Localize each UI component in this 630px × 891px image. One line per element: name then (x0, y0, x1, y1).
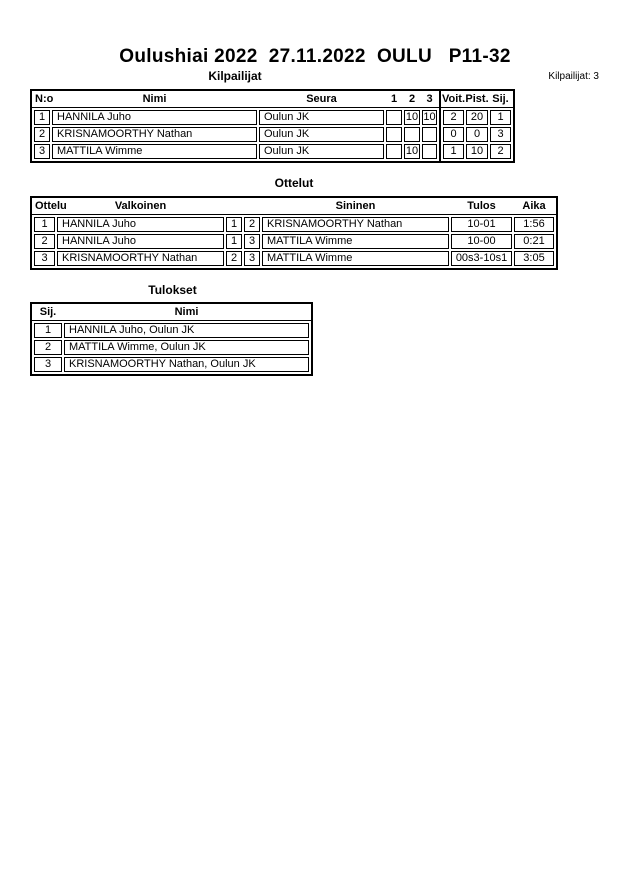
cell-white-no: 2 (226, 251, 242, 266)
cell-club: Oulun JK (259, 127, 384, 142)
cell-time: 0:21 (514, 234, 554, 249)
cell-round-3 (422, 127, 437, 142)
cell-place: 2 (34, 340, 62, 355)
cell-round-3 (422, 144, 437, 159)
col-header-no: N:o (35, 93, 54, 105)
cell-points: 20 (466, 110, 488, 125)
col-header-blue: Sininen (335, 200, 376, 212)
col-header-name: Nimi (174, 306, 199, 318)
competitors-table-totals (439, 89, 515, 163)
col-header-name: Nimi (142, 93, 167, 105)
cell-white-no: 1 (226, 217, 242, 232)
col-header-white: Valkoinen (114, 200, 167, 212)
cell-no: 1 (34, 110, 50, 125)
cell-wins: 0 (443, 127, 464, 142)
cell-round-2 (404, 127, 420, 142)
cell-match-no: 3 (34, 251, 55, 266)
cell-place: 3 (34, 357, 62, 372)
col-header-place: Sij. (492, 93, 509, 105)
cell-place: 1 (490, 110, 511, 125)
cell-wins: 1 (443, 144, 464, 159)
cell-club: Oulun JK (259, 144, 384, 159)
cell-name: HANNILA Juho (52, 110, 257, 125)
cell-blue-no: 3 (244, 251, 260, 266)
cell-place: 3 (490, 127, 511, 142)
cell-name-club: KRISNAMOORTHY Nathan, Oulun JK (64, 357, 309, 372)
cell-match-no: 2 (34, 234, 55, 249)
matches-table (30, 196, 558, 270)
matches-table-body (32, 215, 556, 268)
cell-points: 0 (466, 127, 488, 142)
cell-white-no: 1 (226, 234, 242, 249)
cell-name: MATTILA Wimme (52, 144, 257, 159)
col-header-place: Sij. (39, 306, 57, 318)
cell-match-no: 1 (34, 217, 55, 232)
competitors-table-body (32, 108, 439, 161)
cell-round-2: 10 (405, 145, 419, 157)
cell-white-name: KRISNAMOORTHY Nathan (57, 251, 224, 266)
matches-header-row (32, 198, 556, 214)
cell-points: 10 (466, 144, 488, 159)
cell-name: KRISNAMOORTHY Nathan (52, 127, 257, 142)
totals-header-row (441, 91, 513, 107)
col-header-round-3: 3 (426, 93, 433, 105)
cell-blue-name: MATTILA Wimme (262, 251, 449, 266)
totals-table-body (441, 108, 513, 161)
cell-round-2: 10 (405, 111, 419, 123)
cell-result: 10-01 (451, 217, 512, 232)
competitors-table-main (30, 89, 441, 163)
col-header-round-2: 2 (408, 93, 416, 105)
matches-section-title: Ottelut (274, 176, 314, 190)
results-table-body (32, 321, 311, 374)
cell-blue-no: 3 (244, 234, 260, 249)
competitors-table (30, 89, 515, 163)
cell-blue-name: KRISNAMOORTHY Nathan (262, 217, 449, 232)
cell-no: 2 (34, 127, 50, 142)
cell-blue-no: 2 (244, 217, 260, 232)
cell-white-name: HANNILA Juho (57, 234, 224, 249)
cell-wins: 2 (443, 110, 464, 125)
cell-blue-name: MATTILA Wimme (262, 234, 449, 249)
cell-result: 00s3-10s1 (451, 251, 512, 266)
col-header-points: Pist. (465, 93, 489, 105)
event-title: Oulushiai 2022 27.11.2022 OULU P11-32 (119, 46, 511, 67)
cell-name-club: HANNILA Juho, Oulun JK (64, 323, 309, 338)
cell-no: 3 (34, 144, 50, 159)
cell-result: 10-00 (451, 234, 512, 249)
cell-round-1 (386, 110, 402, 125)
cell-place: 1 (34, 323, 62, 338)
competitors-header-row (32, 91, 439, 107)
col-header-wins: Voit. (442, 93, 466, 105)
competitors-count: Kilpailijat: 3 (548, 71, 599, 82)
cell-club: Oulun JK (259, 110, 384, 125)
cell-place: 2 (490, 144, 511, 159)
cell-round-1 (386, 144, 402, 159)
results-header-row (32, 304, 311, 320)
cell-round-1 (386, 127, 402, 142)
cell-name-club: MATTILA Wimme, Oulun JK (64, 340, 309, 355)
col-header-result: Tulos (467, 200, 496, 212)
cell-time: 1:56 (514, 217, 554, 232)
col-header-match: Ottelu (35, 200, 67, 212)
col-header-round-1: 1 (390, 93, 398, 105)
col-header-time: Aika (522, 200, 546, 212)
cell-round-3: 10 (423, 111, 436, 123)
results-section-title: Tulokset (148, 283, 197, 297)
col-header-club: Seura (306, 93, 337, 105)
cell-time: 3:05 (514, 251, 554, 266)
cell-white-name: HANNILA Juho (57, 217, 224, 232)
competitors-section-title: Kilpailijat (208, 69, 262, 83)
results-table (30, 302, 313, 376)
